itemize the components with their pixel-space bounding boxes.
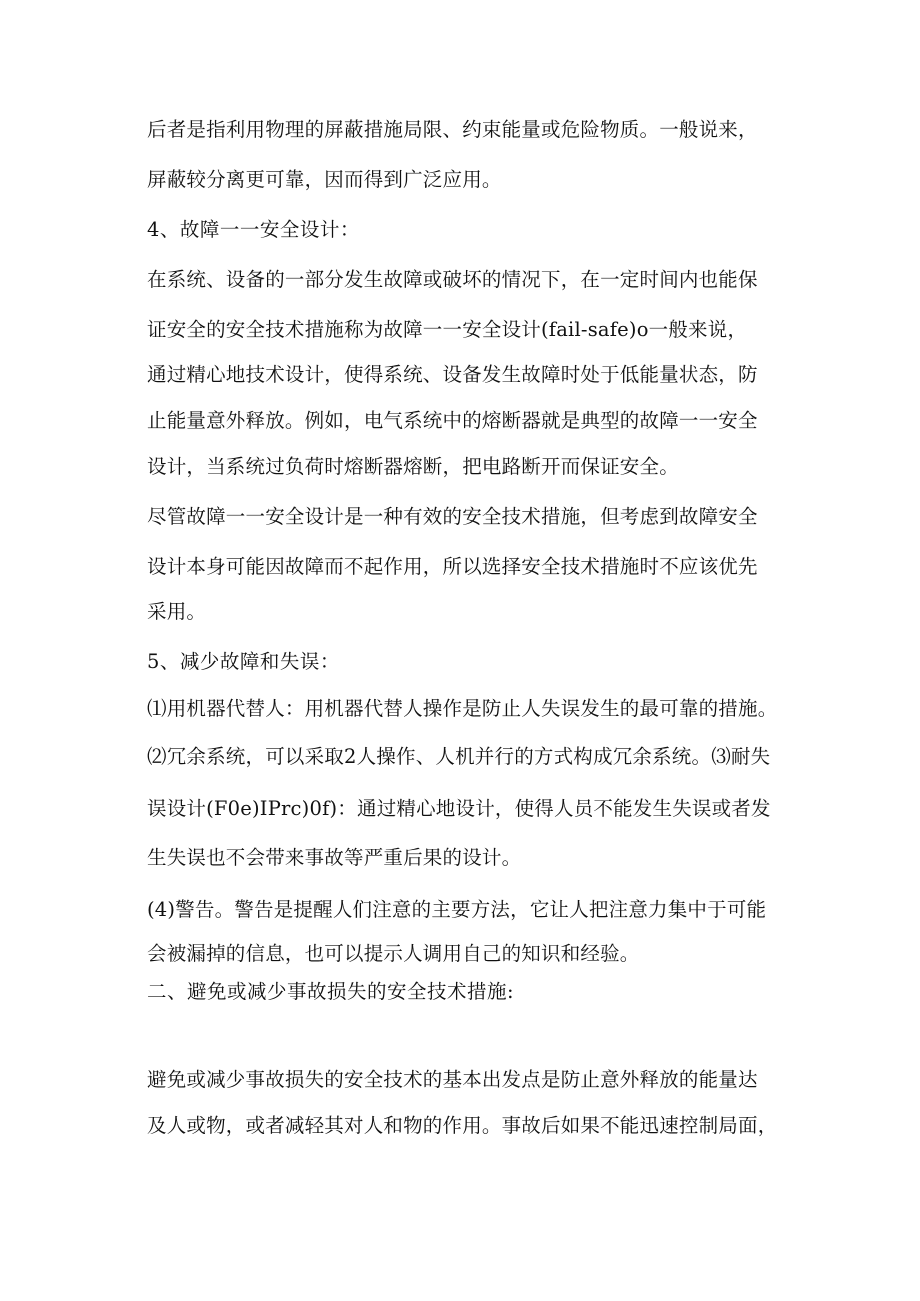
paragraph-line: 设计本身可能因故障而不起作用，所以选择安全技术措施时不应该优先 xyxy=(147,555,758,578)
paragraph-line: 及人或物，或者减轻其对人和物的作用。事故后如果不能迅速控制局面， xyxy=(147,1114,778,1137)
list-item-line: 误设计(F0e)IPrc)0f)：通过精心地设计，使得人员不能发生失误或者发 xyxy=(147,797,771,820)
list-item-line: ⑴用机器代替人：用机器代替人操作是防止人失误发生的最可靠的措施。 xyxy=(147,697,778,720)
paragraph-line: 避免或减少事故损失的安全技术的基本出发点是防止意外释放的能量达 xyxy=(147,1068,758,1091)
paragraph-line: 后者是指利用物理的屏蔽措施局限、约束能量或危险物质。一般说来， xyxy=(147,118,758,141)
paragraph-line: 尽管故障一一安全设计是一种有效的安全技术措施，但考虑到故障安全 xyxy=(147,505,758,528)
paragraph-line: 止能量意外释放。例如，电气系统中的熔断器就是典型的故障一一安全 xyxy=(147,409,758,432)
paragraph-line: 在系统、设备的一部分发生故障或破坏的情况下，在一定时间内也能保 xyxy=(147,268,758,291)
list-item-line: ⑵冗余系统，可以采取2人操作、人机并行的方式构成冗余系统。⑶耐失 xyxy=(147,745,771,768)
list-item-line: 生失误也不会带来事故等严重后果的设计。 xyxy=(147,846,522,869)
list-item-line: (4)警告。警告是提醒人们注意的主要方法，它让人把注意力集中于可能 xyxy=(147,898,767,921)
section-heading-2: 二、避免或减少事故损失的安全技术措施: xyxy=(147,980,515,1003)
paragraph-line: 设计，当系统过负荷时熔断器熔断，把电路断开而保证安全。 xyxy=(147,455,679,478)
list-item-line: 会被漏掉的信息，也可以提示人调用自己的知识和经验。 xyxy=(147,942,640,965)
paragraph-line: 通过精心地技术设计，使得系统、设备发生故障时处于低能量状态，防 xyxy=(147,363,758,386)
paragraph-line: 屏蔽较分离更可靠，因而得到广泛应用。 xyxy=(147,168,502,191)
paragraph-line: 证安全的安全技术措施称为故障一一安全设计(fail-safe)o一般来说， xyxy=(147,318,748,341)
paragraph-line: 采用。 xyxy=(147,600,207,623)
section-heading-4: 4、故障一一安全设计： xyxy=(147,218,360,241)
section-heading-5: 5、减少故障和失误： xyxy=(147,650,340,673)
